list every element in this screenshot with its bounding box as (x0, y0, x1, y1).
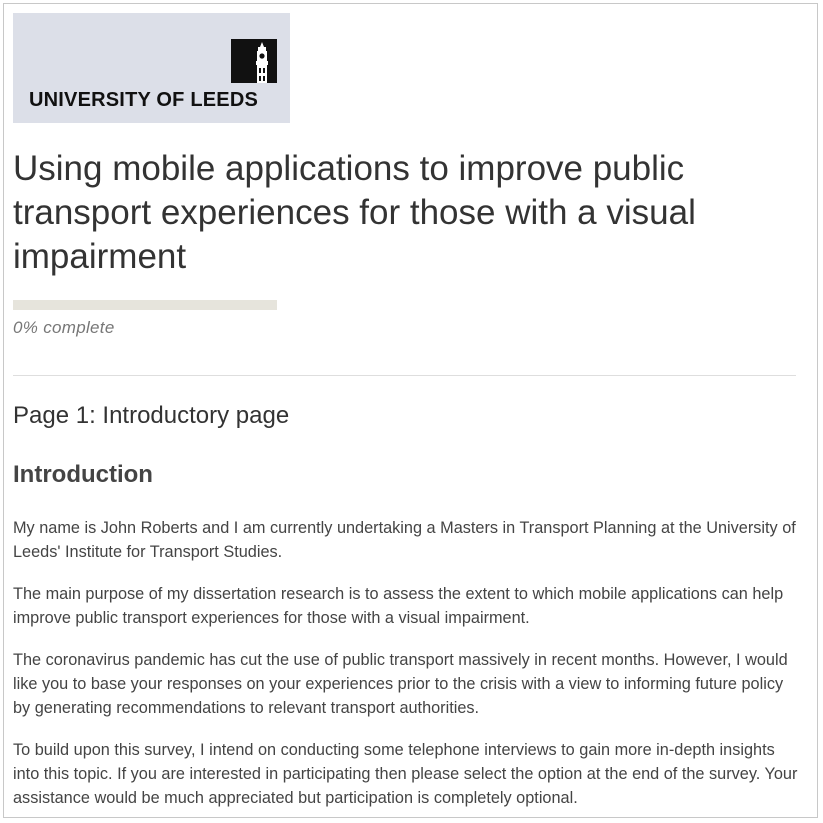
logo-wordmark: UNIVERSITY OF LEEDS (29, 89, 259, 111)
progress-bar (13, 300, 277, 310)
divider (13, 375, 796, 376)
page-heading: Page 1: Introductory page (13, 402, 290, 429)
clock-tower-icon (231, 39, 277, 83)
intro-paragraph: The coronavirus pandemic has cut the use of public transport massively in recent months. However, I would like you to base your responses on your experiences prior to the crisis with a view to informing future policy by generating recommendations to relevant transport authorities. (13, 651, 788, 717)
survey-content (13, 13, 796, 810)
survey-frame (3, 3, 818, 818)
section-heading: Introduction (13, 461, 153, 488)
intro-paragraph: The main purpose of my dissertation research is to assess the extent to which mobile applications can help improve public transport experiences for those with a visual impairment. (13, 585, 784, 627)
intro-paragraph: My name is John Roberts and I am currently undertaking a Masters in Transport Planning at the University of Leeds' Institute for Transport Studies. (13, 519, 796, 561)
university-logo (13, 13, 290, 123)
survey-title: Using mobile applications to improve public transport experiences for those with a visual impairment (13, 149, 696, 276)
progress-label: 0% complete (13, 318, 115, 337)
intro-paragraph: To build upon this survey, I intend on conducting some telephone interviews to gain more in-depth insights into this topic. If you are interested in participating then please select the option at the end of the survey. Your assistance would be much appreciated but participation is completely optional. (13, 741, 798, 807)
